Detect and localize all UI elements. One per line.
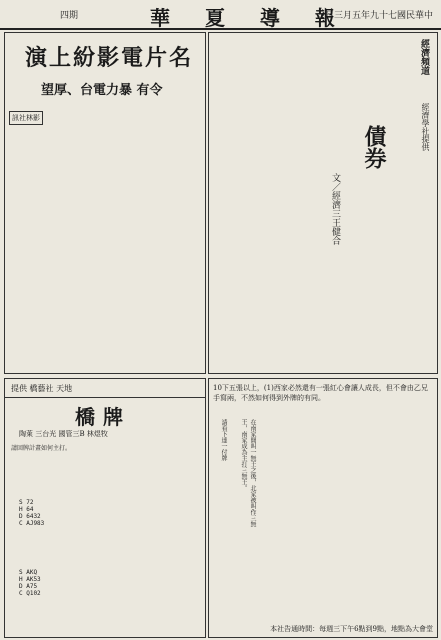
masthead-date: 日三月五年九十七國民華中 — [324, 11, 433, 21]
bridge-header-text: 提供 橋藝社 天地 — [11, 384, 73, 393]
bridge-commentary-section — [208, 378, 438, 638]
masthead-left: 四期 — [60, 11, 79, 21]
essay-source: 經濟學社提供 — [421, 103, 430, 151]
essay-column-name: 經濟頻道 — [419, 39, 429, 75]
essay-section — [208, 32, 438, 374]
film-subheadline: 望厚、台電力暴 有令 — [41, 83, 163, 98]
commentary-top: 10下五張以上，(1)西家必然還有一張紅心會讓人成長，但不會由乙兄手寫兩，不然如何得到外牌的有同。 — [213, 384, 428, 402]
footer-note: 本社告通時間：每週三下午6點到9點，地點為大會堂 — [270, 625, 433, 633]
essay-author: 文／經濟三王健合 — [330, 173, 340, 245]
film-source-tag: 訊社林影 — [9, 111, 43, 125]
film-news-section — [4, 32, 206, 374]
bridge-section — [4, 378, 206, 638]
bridge-title: 橋牌 — [75, 405, 131, 429]
essay-title: 債券 — [361, 125, 387, 169]
masthead — [0, 0, 441, 30]
commentary-body: 在南家開叫一無王之後，北家被叫作三無王，南家成為主打三無王。 — [240, 419, 256, 527]
hand-south: S AKQ H AK53 D A75 C Q102 — [19, 569, 41, 597]
hand-north: S 72 H 64 D 6432 C AJ983 — [19, 499, 45, 527]
commentary-lead: 請看下達一付牌 — [220, 419, 227, 461]
bridge-authors: 陶萊 三台光 國管三B 林煜牧 — [19, 430, 108, 438]
bridge-header — [5, 379, 205, 398]
bridge-intro: 請回牌計畫如何主打。 — [11, 445, 72, 452]
film-headline: 演上紛影電片名 — [25, 45, 194, 71]
newspaper-title: 華 夏 導 報 — [150, 6, 349, 30]
